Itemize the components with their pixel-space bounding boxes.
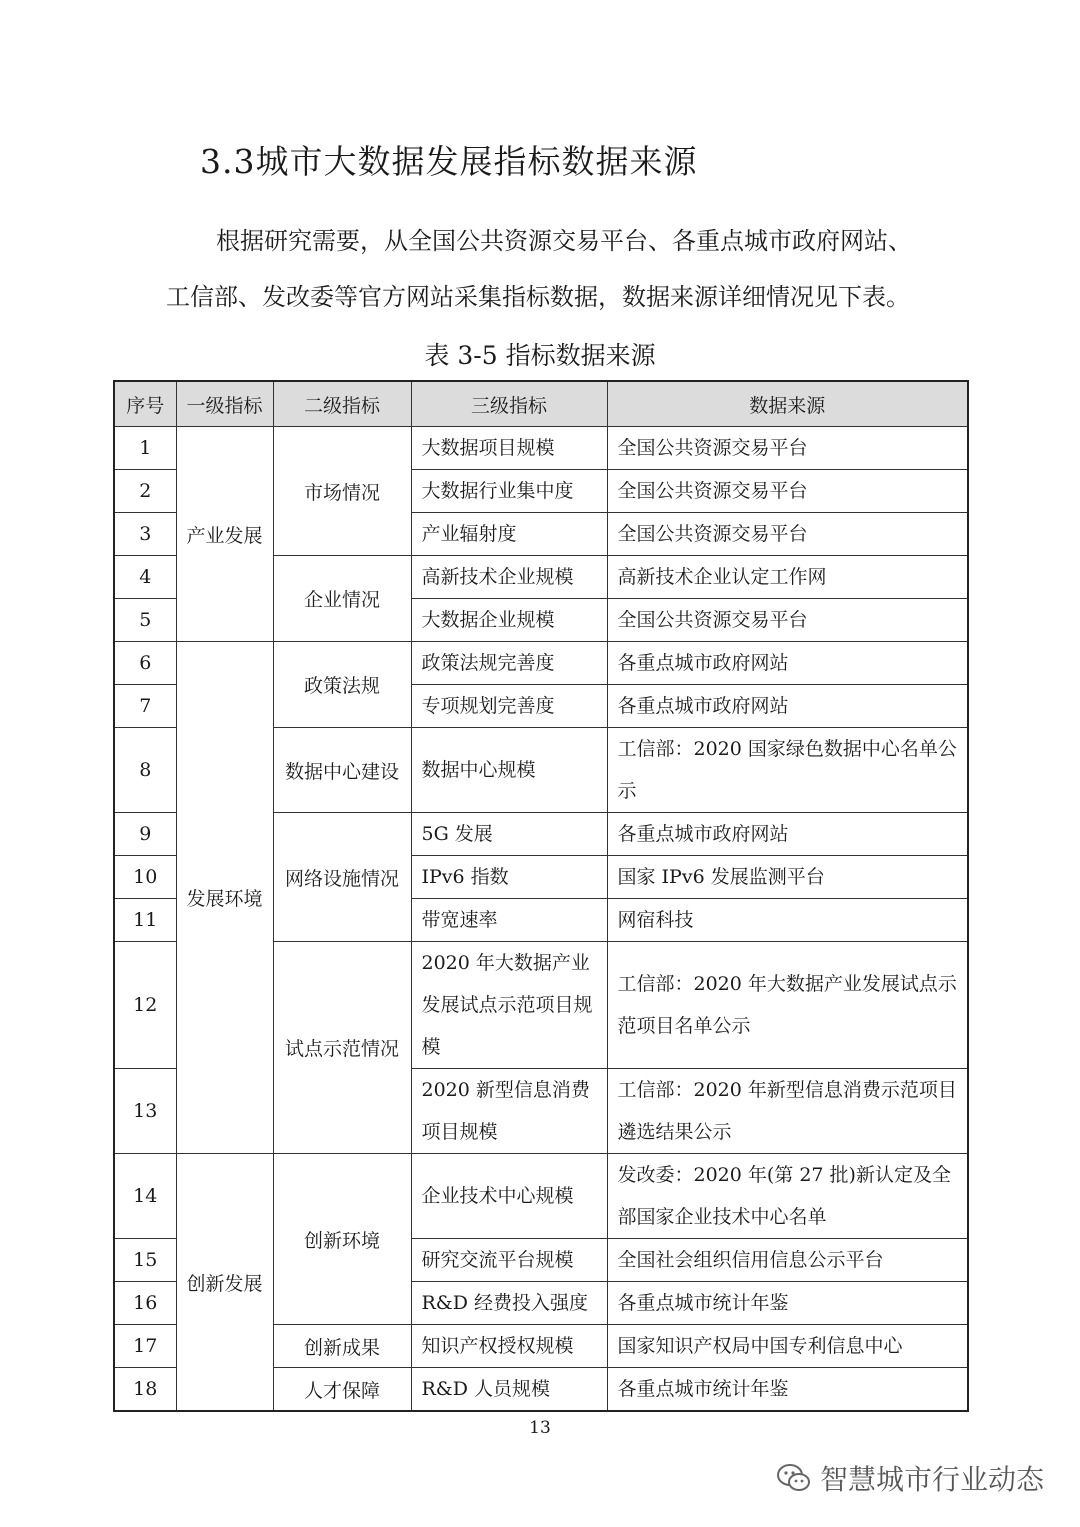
level2-cell: 政策法规	[273, 642, 411, 728]
source-cell: 各重点城市统计年鉴	[607, 1368, 968, 1412]
row-no: 13	[114, 1069, 176, 1154]
level1-cell: 创新发展	[176, 1154, 273, 1412]
watermark-text: 智慧城市行业动态	[819, 1463, 1044, 1496]
level3-cell: 大数据企业规模	[411, 599, 607, 642]
row-no: 1	[114, 427, 176, 470]
source-cell: 各重点城市政府网站	[607, 685, 968, 728]
source-cell: 全国公共资源交易平台	[607, 470, 968, 513]
level3-cell: 带宽速率	[411, 899, 607, 942]
table-row	[114, 642, 968, 685]
row-no: 18	[114, 1368, 176, 1412]
row-no: 10	[114, 856, 176, 899]
level3-cell: 大数据行业集中度	[411, 470, 607, 513]
level1-cell: 产业发展	[176, 427, 273, 642]
level2-cell: 创新成果	[273, 1325, 411, 1368]
row-no: 5	[114, 599, 176, 642]
source-cell: 发改委：2020 年(第 27 批)新认定及全部国家企业技术中心名单	[607, 1154, 968, 1239]
level3-cell: 产业辐射度	[411, 513, 607, 556]
level3-cell: 大数据项目规模	[411, 427, 607, 470]
source-cell: 网宿科技	[607, 899, 968, 942]
row-no: 14	[114, 1154, 176, 1239]
table-row	[114, 1154, 968, 1239]
source-cell: 工信部：2020 年新型信息消费示范项目遴选结果公示	[607, 1069, 968, 1154]
intro-paragraph-line2: 工信部、发改委等官方网站采集指标数据，数据来源详细情况见下表。	[166, 283, 910, 311]
row-no: 3	[114, 513, 176, 556]
source-cell: 各重点城市统计年鉴	[607, 1282, 968, 1325]
row-no: 16	[114, 1282, 176, 1325]
wechat-icon	[776, 1463, 812, 1493]
header-source: 数据来源	[607, 381, 968, 427]
source-cell: 工信部：2020 年大数据产业发展试点示范项目名单公示	[607, 942, 968, 1069]
table-header-row	[114, 381, 968, 427]
page-number: 13	[529, 1418, 551, 1438]
row-no: 9	[114, 813, 176, 856]
level2-cell: 人才保障	[273, 1368, 411, 1412]
row-no: 8	[114, 728, 176, 813]
level2-cell: 网络设施情况	[273, 813, 411, 942]
level2-cell: 试点示范情况	[273, 942, 411, 1154]
source-cell: 全国公共资源交易平台	[607, 427, 968, 470]
level3-cell: 政策法规完善度	[411, 642, 607, 685]
level3-cell: 企业技术中心规模	[411, 1154, 607, 1239]
level3-cell: 专项规划完善度	[411, 685, 607, 728]
source-cell: 各重点城市政府网站	[607, 642, 968, 685]
level3-cell: 2020 新型信息消费项目规模	[411, 1069, 607, 1154]
level3-cell: R&D 人员规模	[411, 1368, 607, 1412]
level3-cell: 数据中心规模	[411, 728, 607, 813]
level3-cell: 知识产权授权规模	[411, 1325, 607, 1368]
header-no: 序号	[114, 381, 176, 427]
source-cell: 全国社会组织信用信息公示平台	[607, 1239, 968, 1282]
level2-cell: 创新环境	[273, 1154, 411, 1325]
level3-cell: 2020 年大数据产业发展试点示范项目规模	[411, 942, 607, 1069]
row-no: 15	[114, 1239, 176, 1282]
header-level2: 二级指标	[273, 381, 411, 427]
level3-cell: 高新技术企业规模	[411, 556, 607, 599]
source-cell: 高新技术企业认定工作网	[607, 556, 968, 599]
row-no: 11	[114, 899, 176, 942]
row-no: 4	[114, 556, 176, 599]
table-row	[114, 427, 968, 470]
source-cell: 全国公共资源交易平台	[607, 599, 968, 642]
row-no: 12	[114, 942, 176, 1069]
source-cell: 全国公共资源交易平台	[607, 513, 968, 556]
header-level3: 三级指标	[411, 381, 607, 427]
level3-cell: 研究交流平台规模	[411, 1239, 607, 1282]
row-no: 17	[114, 1325, 176, 1368]
source-cell: 工信部：2020 国家绿色数据中心名单公示	[607, 728, 968, 813]
level3-cell: R&D 经费投入强度	[411, 1282, 607, 1325]
row-no: 2	[114, 470, 176, 513]
source-cell: 国家 IPv6 发展监测平台	[607, 856, 968, 899]
level1-cell: 发展环境	[176, 642, 273, 1154]
source-cell: 各重点城市政府网站	[607, 813, 968, 856]
watermark	[776, 1458, 1044, 1498]
level2-cell: 数据中心建设	[273, 728, 411, 813]
level3-cell: 5G 发展	[411, 813, 607, 856]
intro-paragraph-line1: 根据研究需要，从全国公共资源交易平台、各重点城市政府网站、	[216, 227, 912, 255]
header-level1: 一级指标	[176, 381, 273, 427]
table-caption: 表 3-5 指标数据来源	[424, 341, 656, 370]
level3-cell: IPv6 指数	[411, 856, 607, 899]
section-heading: 3.3城市大数据发展指标数据来源	[200, 142, 698, 181]
indicator-source-table	[113, 380, 969, 1412]
level2-cell: 企业情况	[273, 556, 411, 642]
row-no: 7	[114, 685, 176, 728]
level2-cell: 市场情况	[273, 427, 411, 556]
row-no: 6	[114, 642, 176, 685]
source-cell: 国家知识产权局中国专利信息中心	[607, 1325, 968, 1368]
